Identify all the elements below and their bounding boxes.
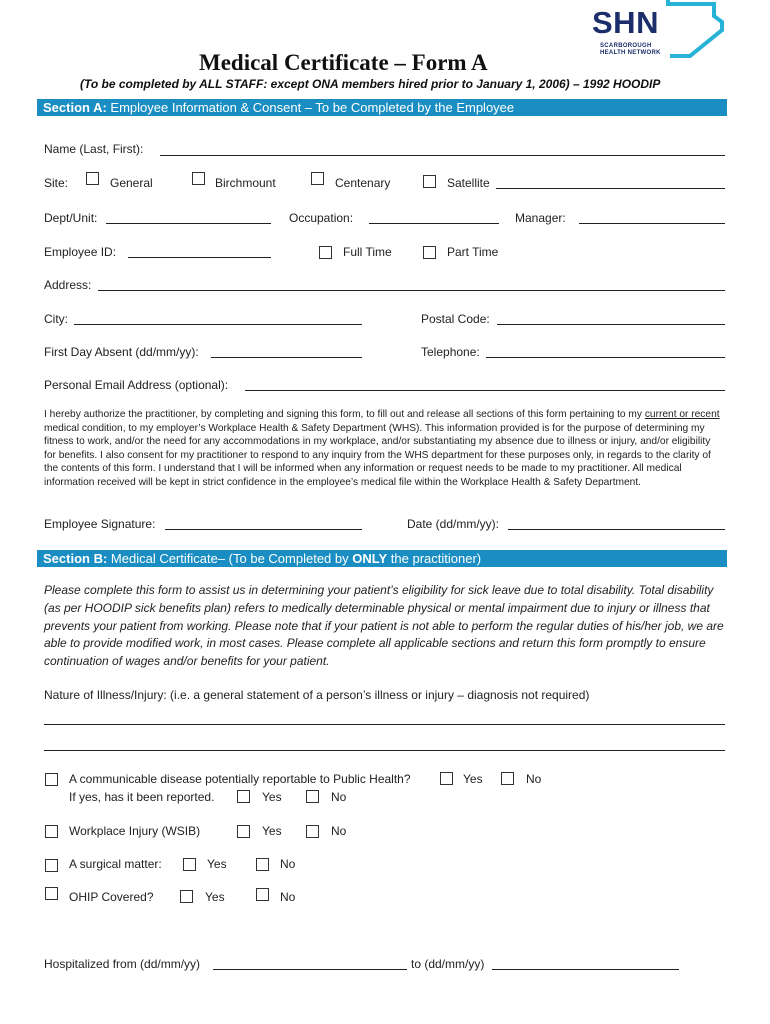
site-centenary-checkbox[interactable] <box>311 172 324 185</box>
hospitalized-from-field[interactable] <box>213 969 407 970</box>
hospitalized-to-label: to (dd/mm/yy) <box>411 957 485 971</box>
hospitalized-to-field[interactable] <box>492 969 679 970</box>
first-day-label: First Day Absent (dd/mm/yy): <box>44 345 199 359</box>
logo-shape-icon <box>666 0 726 58</box>
full-time-label: Full Time <box>343 245 392 259</box>
site-birchmount-checkbox[interactable] <box>192 172 205 185</box>
telephone-label: Telephone: <box>421 345 480 359</box>
site-label: Site: <box>44 176 69 190</box>
ohip-label: OHIP Covered? <box>69 890 154 904</box>
address-field[interactable] <box>98 290 725 291</box>
logo-line2: HEALTH NETWORK <box>600 50 661 56</box>
section-b-intro: Please complete this form to assist us in determining your patient’s eligibility for sick leave due to total disability. Total disability (as per HOODIP sick benefits plan) refers to medically determinable physical or mental impairment due to injury or illness that prevents your patient from working. Please note that if your patient is not able to perform the regular duties of his/her job, we are able to provide modified work, in most cases. Please complete all applicable sections and return this form promptly to ensure continuation of wages and/or benefits for your patient. <box>44 583 724 669</box>
logo-abbr: SHN <box>592 5 659 40</box>
name-label: Name (Last, First): <box>44 142 144 156</box>
full-time-checkbox[interactable] <box>319 246 332 259</box>
surgical-no-checkbox[interactable] <box>256 858 269 871</box>
communicable-yes-checkbox[interactable] <box>440 772 453 785</box>
postal-code-label: Postal Code: <box>421 312 490 326</box>
employee-id-field[interactable] <box>128 257 271 258</box>
occupation-label: Occupation: <box>289 211 354 225</box>
communicable-label: A communicable disease potentially reportable to Public Health? <box>69 772 411 786</box>
wsib-label: Workplace Injury (WSIB) <box>69 824 201 838</box>
postal-code-field[interactable] <box>497 324 725 325</box>
site-centenary-label: Centenary <box>335 176 391 190</box>
section-b-title-1: Medical Certificate– (To be Completed by <box>107 551 353 566</box>
wsib-yes-label: Yes <box>262 824 282 838</box>
consent-underline: current or recent <box>644 409 720 420</box>
section-b-only: ONLY <box>352 551 388 566</box>
manager-field[interactable] <box>579 223 725 224</box>
wsib-yes-checkbox[interactable] <box>237 825 250 838</box>
satellite-field[interactable] <box>496 188 725 189</box>
section-a-header <box>37 99 727 116</box>
part-time-checkbox[interactable] <box>423 246 436 259</box>
nature-field-line-2[interactable] <box>44 750 725 751</box>
manager-label: Manager: <box>515 211 566 225</box>
section-b-title-2: the practitioner) <box>387 551 482 566</box>
nature-label: Nature of Illness/Injury: (i.e. a general statement of a person’s illness or injury – diagnosis not required) <box>44 688 590 702</box>
surgical-checkbox[interactable] <box>45 859 58 872</box>
site-general-checkbox[interactable] <box>86 172 99 185</box>
surgical-yes-label: Yes <box>207 857 227 871</box>
site-satellite-label: Satellite <box>447 176 490 190</box>
reported-yes-label: Yes <box>262 790 282 804</box>
logo-line1: SCARBOROUGH <box>600 43 652 49</box>
date-field[interactable] <box>508 529 725 530</box>
communicable-checkbox[interactable] <box>45 773 58 786</box>
page-title: Medical Certificate – Form A <box>199 50 488 75</box>
section-b-bold: Section B: <box>43 551 108 566</box>
ohip-yes-checkbox[interactable] <box>180 890 193 903</box>
communicable-no-checkbox[interactable] <box>501 772 514 785</box>
signature-field[interactable] <box>165 529 362 530</box>
reported-yes-checkbox[interactable] <box>237 790 250 803</box>
consent-paragraph <box>44 408 724 489</box>
surgical-no-label: No <box>280 857 296 871</box>
reported-label: If yes, has it been reported. <box>69 790 215 804</box>
date-label: Date (dd/mm/yy): <box>407 517 500 531</box>
signature-label: Employee Signature: <box>44 517 156 531</box>
section-b-header <box>37 550 727 567</box>
consent-text-2: medical condition, to my employer’s Workplace Health & Safety Department (WHS). This information provided is for the purpose of determining my fitness to work, and/or the need for any accommodations in my workplace, and/or substantiating my absence due to illness or injury, and/or eligibility for benefits. I also consent for my practitioner to respond to any inquiry from the WHS department for these purposes only, in regards to the clarity of the contents of this form. I understand that I will be informed when any information or request needs to be made to my practitioner. All medical information received will be kept in strict confidence in the employee’s medical file within the Workplace Health & Safety Department. <box>44 422 711 488</box>
site-satellite-checkbox[interactable] <box>423 175 436 188</box>
ohip-no-label: No <box>280 890 296 904</box>
ohip-no-checkbox[interactable] <box>256 888 269 901</box>
dept-label: Dept/Unit: <box>44 211 98 225</box>
email-field[interactable] <box>245 390 725 391</box>
part-time-label: Part Time <box>447 245 499 259</box>
surgical-yes-checkbox[interactable] <box>183 858 196 871</box>
site-general-label: General <box>110 176 153 190</box>
address-label: Address: <box>44 278 92 292</box>
city-label: City: <box>44 312 68 326</box>
section-a-title: Employee Information & Consent – To be Completed by the Employee <box>106 100 515 115</box>
communicable-yes-label: Yes <box>463 772 483 786</box>
wsib-no-checkbox[interactable] <box>306 825 319 838</box>
dept-field[interactable] <box>106 223 271 224</box>
wsib-no-label: No <box>331 824 347 838</box>
email-label: Personal Email Address (optional): <box>44 378 229 392</box>
communicable-no-label: No <box>526 772 542 786</box>
occupation-field[interactable] <box>369 223 499 224</box>
telephone-field[interactable] <box>486 357 725 358</box>
employee-id-label: Employee ID: <box>44 245 117 259</box>
surgical-label: A surgical matter: <box>69 857 162 871</box>
hospitalized-from-label: Hospitalized from (dd/mm/yy) <box>44 957 201 971</box>
consent-text-1: I hereby authorize the practitioner, by completing and signing this form, to fill out and release all sections of this form pertaining to my <box>44 409 642 420</box>
nature-field-line-1[interactable] <box>44 724 725 725</box>
ohip-yes-label: Yes <box>205 890 225 904</box>
reported-no-label: No <box>331 790 347 804</box>
wsib-checkbox[interactable] <box>45 825 58 838</box>
section-a-bold: Section A: <box>43 100 107 115</box>
site-birchmount-label: Birchmount <box>215 176 276 190</box>
ohip-checkbox[interactable] <box>45 887 58 900</box>
first-day-field[interactable] <box>211 357 362 358</box>
city-field[interactable] <box>74 324 362 325</box>
reported-no-checkbox[interactable] <box>306 790 319 803</box>
page-subtitle: (To be completed by ALL STAFF: except ONA members hired prior to January 1, 2006) – 1992 HOODIP <box>80 77 661 91</box>
name-field[interactable] <box>160 155 725 156</box>
